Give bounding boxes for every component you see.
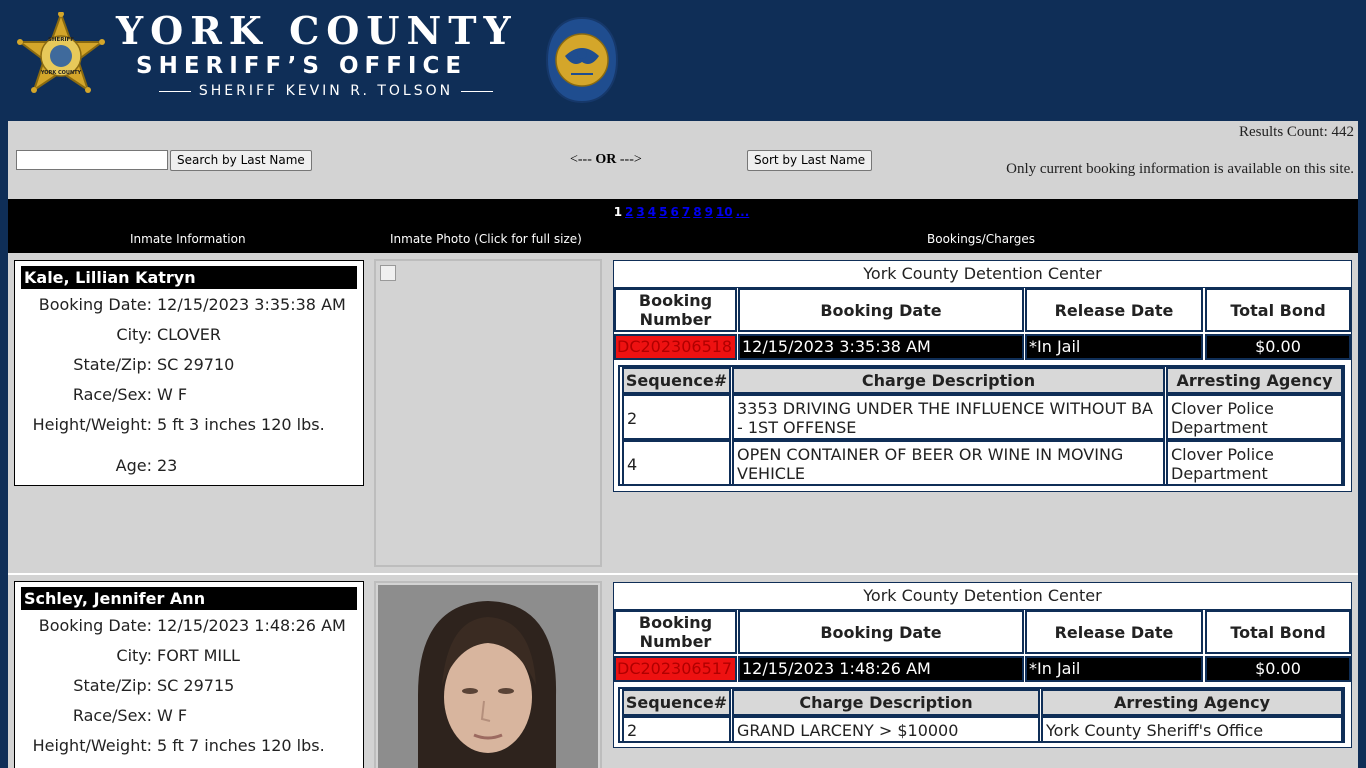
page-link[interactable]: 9 [704,205,713,219]
label: Booking Date: [38,616,152,635]
charges-header-row [620,689,1343,716]
label: City: [116,325,152,344]
label: State/Zip: [73,676,152,695]
charge-agency: York County Sheriff's Office [1041,716,1343,743]
label: Race/Sex: [72,706,152,725]
sheriff-name-line [136,83,516,99]
label: Booking Date: [38,295,152,314]
charges-header-row [620,367,1343,394]
charges-table [618,365,1345,486]
info-row-city [15,640,363,670]
page-link-more[interactable]: ... [735,205,750,219]
or-separator [570,152,642,168]
results-header [8,199,1358,253]
total-bond: $0.00 [1205,334,1351,360]
page-link[interactable]: 7 [681,205,691,219]
charge-description: 3353 DRIVING UNDER THE INFLUENCE WITHOUT BA - 1ST OFFENSE [732,394,1165,440]
value: 5 ft 7 inches 120 lbs. [157,736,325,755]
broken-image-icon [380,265,396,281]
info-row-age [15,450,363,480]
charge-row [620,394,1343,440]
value: SC 29710 [157,355,235,374]
label: Race/Sex: [72,385,152,404]
or-left-arrow: <--- [570,152,596,167]
content-panel [8,121,1358,768]
site-banner [0,0,1366,121]
page-link[interactable]: 10 [715,205,733,219]
charge-agency: Clover Police Department [1166,394,1343,440]
page-link[interactable]: 3 [636,205,645,219]
value: 23 [157,456,178,475]
arresting-agency-header: Arresting Agency [1041,689,1343,716]
total-bond-header: Total Bond [1205,610,1351,654]
value: FORT MILL [157,646,240,665]
or-right-arrow: ---> [616,152,642,167]
charges-table [618,687,1345,743]
booking-panel [613,260,1352,492]
sheriff-name: SHERIFF KEVIN R. TOLSON [198,83,454,99]
info-row-booking-date [15,610,363,640]
booking-notice: Only current booking information is available on this site. [1006,161,1354,177]
search-bar [8,121,1358,199]
column-header-inmate-info: Inmate Information [130,232,246,246]
charge-description-header: Charge Description [732,689,1040,716]
info-row-state-zip [15,670,363,700]
facility-name: York County Detention Center [614,583,1351,610]
search-by-last-name-button[interactable]: Search by Last Name [170,150,312,171]
last-name-search-input[interactable] [16,150,168,170]
value: 5 ft 3 inches 120 lbs. [157,415,325,434]
sheriff-badge-icon [16,12,106,108]
badge-bottom-text: YORK COUNTY [40,70,82,76]
page-link[interactable]: 4 [647,205,657,219]
charge-row [620,716,1343,743]
column-header-photo: Inmate Photo (Click for full size) [390,232,582,246]
divider [159,91,191,92]
charge-description-header: Charge Description [732,367,1165,394]
label: State/Zip: [73,355,152,374]
inmate-photo[interactable] [374,259,602,567]
arresting-agency-header: Arresting Agency [1166,367,1343,394]
site-title: YORK COUNTY [116,8,518,53]
release-date: *In Jail [1025,334,1203,360]
booking-date: 12/15/2023 3:35:38 AM [738,334,1024,360]
inmate-record [8,575,1358,768]
info-row-race-sex [15,379,363,409]
charge-sequence: 2 [622,716,731,743]
value: SC 29715 [157,676,235,695]
label: Height/Weight: [32,736,152,755]
booking-date-header: Booking Date [738,288,1024,332]
page-link[interactable]: 2 [625,205,634,219]
sequence-header: Sequence# [622,689,731,716]
sort-by-last-name-button[interactable]: Sort by Last Name [747,150,872,171]
page-link[interactable]: 6 [670,205,679,219]
booking-number-header: Booking Number [614,288,737,332]
results-count: Results Count: 442 [1238,124,1354,140]
badge-top-text: SHERIFF [47,37,75,43]
label: Age: [115,456,152,475]
label: City: [116,646,152,665]
value: 12/15/2023 1:48:26 AM [157,616,346,635]
or-label: OR [595,152,617,167]
booking-date-header: Booking Date [738,610,1024,654]
info-row-race-sex [15,700,363,730]
label: Height/Weight: [32,415,152,434]
value: W F [157,706,188,725]
inmate-info-card [14,581,364,768]
inmate-name: Kale, Lillian Katryn [21,266,357,289]
total-bond-header: Total Bond [1205,288,1351,332]
release-date: *In Jail [1025,656,1203,682]
charge-agency: Clover Police Department [1166,440,1343,486]
release-date-header: Release Date [1025,288,1203,332]
booking-date: 12/15/2023 1:48:26 AM [738,656,1024,682]
inmate-info-card [14,260,364,486]
info-row-height-weight [15,409,363,439]
booking-number: DC202306517 [614,656,737,682]
charge-sequence: 4 [622,440,731,486]
total-bond: $0.00 [1205,656,1351,682]
release-date-header: Release Date [1025,610,1203,654]
state-seal-icon [545,16,619,104]
pagination [8,205,1358,219]
info-row-height-weight [15,730,363,760]
value: 12/15/2023 3:35:38 AM [157,295,346,314]
page-link[interactable]: 8 [693,205,702,219]
charge-description: OPEN CONTAINER OF BEER OR WINE IN MOVING VEHICLE [732,440,1165,486]
inmate-name: Schley, Jennifer Ann [21,587,357,610]
charge-sequence: 2 [622,394,731,440]
booking-number: DC202306518 [614,334,737,360]
column-header-bookings: Bookings/Charges [927,232,1036,246]
info-row-city [15,319,363,349]
mugshot-image[interactable] [378,585,598,768]
info-row-booking-date [15,289,363,319]
charge-row [620,440,1343,486]
value: CLOVER [157,325,221,344]
page-current: 1 [613,205,623,219]
site-subtitle: SHERIFF’S OFFICE [136,53,468,79]
sequence-header: Sequence# [622,367,731,394]
inmate-photo[interactable] [374,581,602,768]
info-row-state-zip [15,349,363,379]
booking-panel [613,582,1352,748]
facility-name: York County Detention Center [614,261,1351,288]
page-link[interactable]: 5 [659,205,668,219]
inmate-record [8,253,1358,574]
booking-number-header: Booking Number [614,610,737,654]
charge-description: GRAND LARCENY > $10000 [732,716,1040,743]
divider [461,91,493,92]
value: W F [157,385,188,404]
